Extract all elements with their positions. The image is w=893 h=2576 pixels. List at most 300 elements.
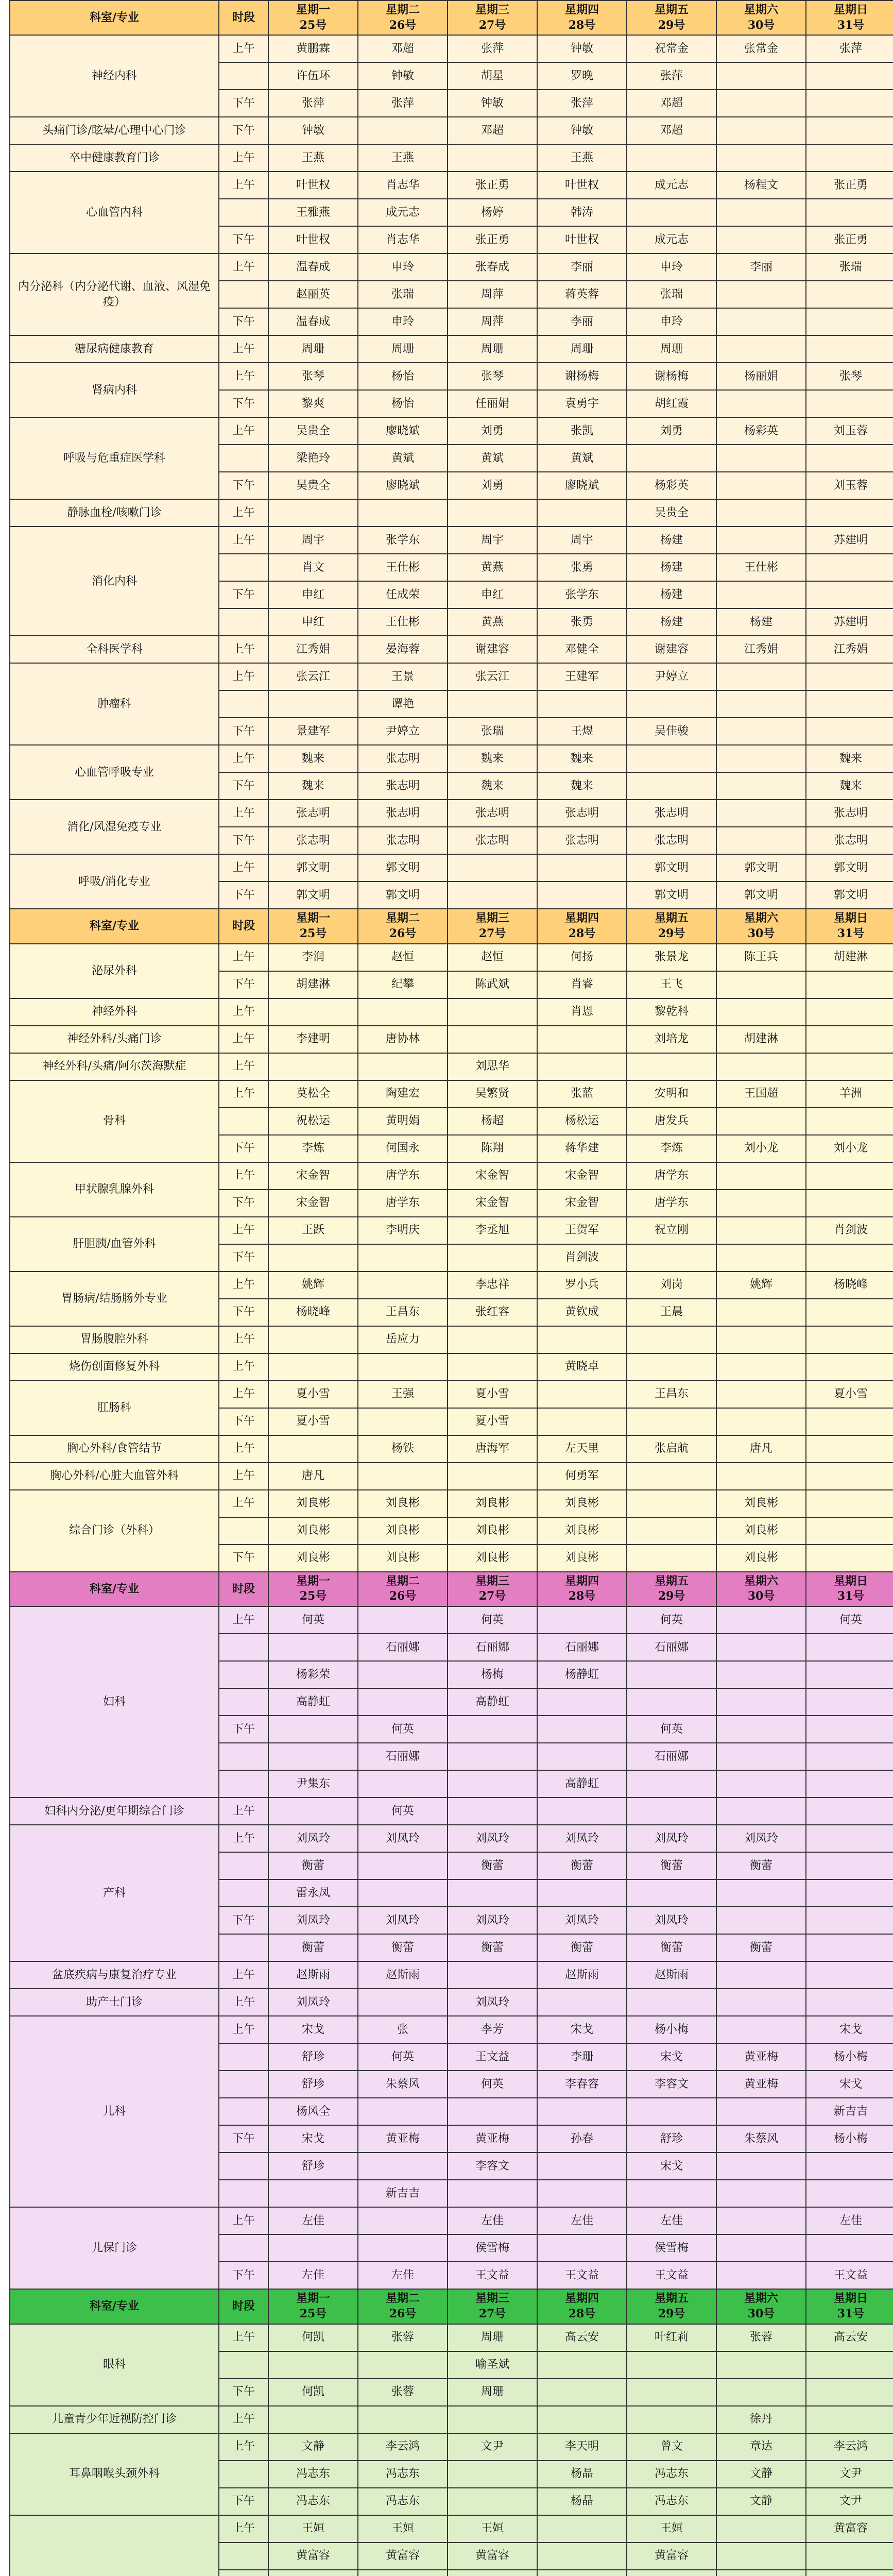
day-column-header — [358, 2289, 448, 2324]
schedule-row — [10, 1463, 893, 1490]
doctor-cell — [806, 90, 893, 117]
time-slot-label: 下午 — [219, 390, 268, 417]
doctor-cell: 王姮 — [358, 2515, 448, 2543]
doctor-cell: 张云江 — [268, 663, 358, 690]
doctor-cell: 张志明 — [358, 745, 448, 772]
doctor-cell — [806, 445, 893, 472]
doctor-cell: 宋戈 — [806, 2071, 893, 2098]
doctor-cell — [358, 2234, 448, 2262]
doctor-cell: 杨建 — [627, 554, 716, 581]
doctor-cell — [716, 2180, 806, 2207]
doctor-cell: 申红 — [448, 581, 537, 608]
doctor-cell: 肖志华 — [358, 226, 448, 253]
day-name: 星期日 — [833, 2292, 868, 2306]
day-date: 25号 — [299, 2307, 327, 2320]
doctor-cell: 杨超 — [448, 1108, 537, 1135]
doctor-cell: 唐发兵 — [627, 1108, 716, 1135]
doctor-cell — [358, 2153, 448, 2180]
doctor-cell: 李天明 — [537, 2433, 627, 2461]
department-name: 肿瘤科 — [10, 663, 219, 745]
doctor-cell: 安明和 — [627, 1080, 716, 1108]
doctor-cell: 张瑞 — [806, 253, 893, 281]
doctor-cell: 张正勇 — [448, 226, 537, 253]
doctor-cell: 何英 — [358, 1798, 448, 1825]
doctor-cell — [268, 1798, 358, 1825]
doctor-cell — [716, 144, 806, 172]
doctor-cell — [716, 1688, 806, 1716]
doctor-cell: 高静虹 — [537, 1770, 627, 1798]
doctor-cell: 廖晓斌 — [358, 472, 448, 499]
doctor-cell: 吴贵全 — [627, 499, 716, 527]
doctor-cell — [358, 1244, 448, 1272]
doctor-cell: 刘良彬 — [448, 1517, 537, 1545]
doctor-cell: 周珊 — [448, 2324, 537, 2351]
doctor-cell — [716, 800, 806, 827]
doctor-cell — [627, 1517, 716, 1545]
time-slot-label: 上午 — [219, 1961, 268, 1989]
doctor-cell: 刘勇 — [627, 417, 716, 445]
doctor-cell — [806, 718, 893, 745]
doctor-cell — [806, 998, 893, 1026]
schedule-row — [10, 663, 893, 690]
doctor-cell: 左佳 — [448, 2207, 537, 2234]
doctor-cell — [716, 663, 806, 690]
time-slot-label: 下午 — [219, 1907, 268, 1934]
doctor-cell: 黄富容 — [358, 2543, 448, 2570]
doctor-cell: 冯志东 — [627, 2488, 716, 2515]
doctor-cell: 衡蕾 — [627, 1852, 716, 1879]
time-slot-label: 上午 — [219, 2207, 268, 2234]
day-name: 星期三 — [475, 3, 509, 16]
department-name: 糖尿病健康教育 — [10, 335, 219, 363]
doctor-cell: 胡建淋 — [716, 1026, 806, 1053]
doctor-cell: 周珊 — [358, 335, 448, 363]
period-column-header: 时段 — [219, 1572, 268, 1606]
doctor-cell: 郭文明 — [268, 854, 358, 882]
time-slot-label: 上午 — [219, 663, 268, 690]
doctor-cell — [806, 554, 893, 581]
doctor-cell: 何英 — [358, 2043, 448, 2071]
time-slot-label — [219, 281, 268, 308]
doctor-cell: 何英 — [448, 2071, 537, 2098]
doctor-cell — [268, 2570, 358, 2576]
doctor-cell: 王仕彬 — [358, 608, 448, 636]
day-name: 星期六 — [744, 2292, 778, 2306]
doctor-cell — [716, 1190, 806, 1217]
day-column-header — [268, 2289, 358, 2324]
doctor-cell: 宋戈 — [268, 2125, 358, 2153]
doctor-cell — [716, 335, 806, 363]
doctor-cell — [806, 1770, 893, 1798]
doctor-cell: 王姮 — [268, 2515, 358, 2543]
day-date: 30号 — [747, 18, 775, 32]
doctor-cell — [806, 1463, 893, 1490]
time-slot-label: 上午 — [219, 2016, 268, 2043]
doctor-cell: 李容文 — [448, 2153, 537, 2180]
schedule-row — [10, 1053, 893, 1080]
schedule-row — [10, 417, 893, 445]
doctor-cell — [806, 1634, 893, 1661]
time-slot-label: 上午 — [219, 944, 268, 971]
day-name: 星期二 — [385, 1574, 420, 1588]
time-slot-label — [219, 1517, 268, 1545]
schedule-row — [10, 499, 893, 527]
doctor-cell — [537, 2543, 627, 2570]
doctor-cell — [358, 1272, 448, 1299]
doctor-cell: 张志明 — [358, 800, 448, 827]
doctor-cell — [627, 2351, 716, 2379]
doctor-cell: 黄亚梅 — [716, 2071, 806, 2098]
time-slot-label — [219, 1743, 268, 1770]
day-column-header — [627, 1572, 716, 1606]
day-column-header — [716, 1, 806, 35]
doctor-cell: 钟敏 — [537, 117, 627, 144]
doctor-cell: 高云安 — [537, 2324, 627, 2351]
doctor-cell: 刘岗 — [627, 1272, 716, 1299]
schedule-row — [10, 1961, 893, 1989]
doctor-cell: 陶建宏 — [358, 1080, 448, 1108]
doctor-cell: 周萍 — [448, 281, 537, 308]
doctor-cell: 张志明 — [448, 800, 537, 827]
doctor-cell: 张 — [358, 2016, 448, 2043]
doctor-cell — [358, 1688, 448, 1716]
time-slot-label: 上午 — [219, 1989, 268, 2016]
doctor-cell: 衡蕾 — [537, 1934, 627, 1961]
day-column-header — [448, 1, 537, 35]
doctor-cell: 夏小雪 — [268, 1381, 358, 1408]
doctor-cell: 王飞 — [627, 971, 716, 998]
department-name: 心血管内科 — [10, 172, 219, 253]
doctor-cell: 谭艳 — [358, 690, 448, 718]
doctor-cell: 朱蔡风 — [358, 2071, 448, 2098]
section-header-row — [10, 909, 893, 943]
doctor-cell: 叶红莉 — [627, 2324, 716, 2351]
doctor-cell — [268, 2180, 358, 2207]
doctor-cell: 李芳 — [448, 2016, 537, 2043]
doctor-cell — [716, 718, 806, 745]
time-slot-label — [219, 1934, 268, 1961]
doctor-cell: 任丽娟 — [448, 390, 537, 417]
doctor-cell: 杨建 — [627, 608, 716, 636]
doctor-cell: 罗晚 — [537, 62, 627, 90]
time-slot-label: 上午 — [219, 527, 268, 554]
doctor-cell — [716, 390, 806, 417]
doctor-cell — [716, 499, 806, 527]
doctor-cell: 杨怡 — [358, 363, 448, 390]
day-name: 星期一 — [296, 2292, 330, 2306]
doctor-cell — [537, 1381, 627, 1408]
doctor-cell: 邓超 — [358, 35, 448, 62]
doctor-cell: 何英 — [448, 1606, 537, 1634]
section-header-row — [10, 2289, 893, 2324]
doctor-cell: 杨静虹 — [537, 1661, 627, 1688]
time-slot-label: 下午 — [219, 581, 268, 608]
doctor-cell — [268, 1716, 358, 1743]
day-column-header — [627, 2289, 716, 2324]
doctor-cell — [537, 1743, 627, 1770]
doctor-cell: 杨晓峰 — [268, 1299, 358, 1326]
doctor-cell — [358, 1053, 448, 1080]
doctor-cell: 曾文 — [627, 2433, 716, 2461]
doctor-cell: 张志明 — [806, 800, 893, 827]
doctor-cell: 赵斯雨 — [358, 1961, 448, 1989]
doctor-cell: 刘玉蓉 — [806, 472, 893, 499]
time-slot-label: 上午 — [219, 1606, 268, 1634]
doctor-cell: 李忠祥 — [448, 1272, 537, 1299]
doctor-cell — [537, 1688, 627, 1716]
day-column-header — [627, 1, 716, 35]
day-column-header — [358, 1, 448, 35]
doctor-cell — [806, 2406, 893, 2433]
time-slot-label — [219, 1634, 268, 1661]
time-slot-label: 上午 — [219, 2433, 268, 2461]
doctor-cell: 刘良彬 — [268, 1517, 358, 1545]
doctor-cell: 唐学东 — [627, 1190, 716, 1217]
doctor-cell: 张志明 — [627, 827, 716, 854]
time-slot-label: 上午 — [219, 1053, 268, 1080]
doctor-cell — [716, 2262, 806, 2289]
doctor-cell: 晏海蓉 — [358, 636, 448, 663]
day-date: 28号 — [568, 1589, 596, 1603]
doctor-cell: 蒋华建 — [537, 1135, 627, 1162]
doctor-cell: 杨小梅 — [806, 2043, 893, 2071]
doctor-cell: 黄亚梅 — [448, 2125, 537, 2153]
department-name: 胸心外科/心脏大血管外科 — [10, 1463, 219, 1490]
day-name: 星期一 — [296, 3, 330, 16]
day-column-header — [716, 909, 806, 943]
doctor-cell — [716, 827, 806, 854]
day-column-header — [358, 909, 448, 943]
doctor-cell — [537, 1798, 627, 1825]
doctor-cell: 文静 — [268, 2433, 358, 2461]
day-date: 31号 — [837, 1589, 865, 1603]
time-slot-label: 上午 — [219, 35, 268, 62]
doctor-cell: 胡建淋 — [268, 971, 358, 998]
time-slot-label: 下午 — [219, 971, 268, 998]
doctor-cell — [716, 1299, 806, 1326]
doctor-cell: 张萍 — [806, 35, 893, 62]
doctor-cell — [627, 144, 716, 172]
schedule-row — [10, 2324, 893, 2351]
doctor-cell — [806, 1244, 893, 1272]
doctor-cell: 左佳 — [627, 2207, 716, 2234]
doctor-cell: 王文益 — [448, 2262, 537, 2289]
department-name: 儿童青少年近视防控门诊 — [10, 2406, 219, 2433]
doctor-cell: 唐凡 — [268, 1463, 358, 1490]
doctor-cell — [358, 1879, 448, 1907]
doctor-cell — [627, 1770, 716, 1798]
doctor-cell: 谢建容 — [627, 636, 716, 663]
doctor-cell: 王贺军 — [537, 1217, 627, 1244]
doctor-cell: 张正勇 — [806, 172, 893, 199]
doctor-cell — [627, 1463, 716, 1490]
doctor-cell: 陈翔 — [448, 1135, 537, 1162]
doctor-cell: 黄明娟 — [358, 1108, 448, 1135]
doctor-cell — [716, 772, 806, 800]
doctor-cell: 刘勇 — [448, 472, 537, 499]
department-name: 消化/风湿免疫专业 — [10, 800, 219, 854]
doctor-cell: 张萍 — [448, 35, 537, 62]
doctor-cell: 刘凤玲 — [358, 1825, 448, 1852]
doctor-cell: 刘良彬 — [268, 1545, 358, 1572]
doctor-cell: 杨晶 — [537, 2461, 627, 2488]
doctor-cell — [448, 1961, 537, 1989]
schedule-row — [10, 1798, 893, 1825]
doctor-cell — [448, 1326, 537, 1353]
doctor-cell — [627, 2180, 716, 2207]
doctor-cell: 魏来 — [806, 772, 893, 800]
doctor-cell: 王仕彬 — [358, 554, 448, 581]
doctor-cell — [268, 499, 358, 527]
schedule-row — [10, 335, 893, 363]
doctor-cell: 祝常金 — [627, 35, 716, 62]
doctor-cell: 邓超 — [627, 117, 716, 144]
doctor-cell — [627, 1053, 716, 1080]
doctor-cell: 何凯 — [268, 2379, 358, 2406]
doctor-cell: 张学东 — [537, 581, 627, 608]
doctor-cell — [358, 1989, 448, 2016]
doctor-cell — [627, 199, 716, 226]
doctor-cell: 刘良彬 — [537, 1517, 627, 1545]
doctor-cell — [448, 1026, 537, 1053]
doctor-cell: 胡建淋 — [806, 944, 893, 971]
doctor-cell — [716, 445, 806, 472]
doctor-cell — [716, 1634, 806, 1661]
doctor-cell: 陈武斌 — [448, 971, 537, 998]
doctor-cell: 宋金智 — [537, 1162, 627, 1190]
doctor-cell: 刘玉蓉 — [806, 417, 893, 445]
doctor-cell: 姚辉 — [716, 1272, 806, 1299]
day-name: 星期三 — [475, 2292, 509, 2306]
doctor-cell: 申红 — [268, 581, 358, 608]
doctor-cell: 刘凤玲 — [448, 1989, 537, 2016]
day-column-header — [537, 1572, 627, 1606]
doctor-cell: 叶世权 — [268, 226, 358, 253]
doctor-cell — [627, 2570, 716, 2576]
doctor-cell: 杨晓峰 — [806, 1272, 893, 1299]
doctor-cell: 刘小龙 — [806, 1135, 893, 1162]
doctor-cell — [716, 1244, 806, 1272]
doctor-cell: 黎爽 — [268, 390, 358, 417]
doctor-cell — [358, 1770, 448, 1798]
doctor-cell: 张琴 — [448, 363, 537, 390]
doctor-cell — [268, 1326, 358, 1353]
doctor-cell: 李容文 — [627, 2071, 716, 2098]
doctor-cell — [716, 1217, 806, 1244]
time-slot-label: 下午 — [219, 1244, 268, 1272]
doctor-cell: 邓健全 — [537, 636, 627, 663]
doctor-cell: 梁艳玲 — [268, 445, 358, 472]
doctor-cell — [627, 2379, 716, 2406]
day-date: 29号 — [658, 18, 685, 32]
doctor-cell — [358, 2098, 448, 2125]
doctor-cell — [716, 2153, 806, 2180]
doctor-cell: 周宇 — [537, 527, 627, 554]
doctor-cell: 雷永凤 — [268, 1879, 358, 1907]
doctor-cell: 石丽娜 — [358, 1743, 448, 1770]
doctor-cell — [448, 1463, 537, 1490]
doctor-cell: 郭文明 — [716, 854, 806, 882]
doctor-cell — [716, 690, 806, 718]
doctor-cell — [627, 2098, 716, 2125]
doctor-cell: 王燕 — [268, 144, 358, 172]
doctor-cell: 张学东 — [358, 527, 448, 554]
doctor-cell — [716, 1716, 806, 1743]
doctor-cell — [448, 1770, 537, 1798]
doctor-cell: 李丽 — [537, 253, 627, 281]
doctor-cell — [806, 2543, 893, 2570]
time-slot-label — [219, 2234, 268, 2262]
department-name: 呼吸/消化专业 — [10, 854, 219, 909]
doctor-cell: 杨松运 — [537, 1108, 627, 1135]
time-slot-label: 上午 — [219, 335, 268, 363]
day-date: 31号 — [837, 18, 865, 32]
doctor-cell: 张瑞 — [358, 281, 448, 308]
time-slot-label — [219, 2351, 268, 2379]
doctor-cell: 赵斯雨 — [537, 1961, 627, 1989]
doctor-cell: 黄富容 — [268, 2543, 358, 2570]
doctor-cell — [716, 2379, 806, 2406]
doctor-cell — [806, 581, 893, 608]
doctor-cell — [806, 1190, 893, 1217]
doctor-cell — [806, 1907, 893, 1934]
doctor-cell — [537, 499, 627, 527]
time-slot-label: 上午 — [219, 800, 268, 827]
doctor-cell: 邓超 — [448, 117, 537, 144]
time-slot-label: 下午 — [219, 2488, 268, 2515]
day-date: 27号 — [478, 2307, 506, 2320]
doctor-cell: 侯雪梅 — [448, 2234, 537, 2262]
doctor-cell: 刘良彬 — [448, 1545, 537, 1572]
doctor-cell: 张志明 — [358, 827, 448, 854]
time-slot-label: 上午 — [219, 1353, 268, 1381]
doctor-cell: 宋戈 — [627, 2043, 716, 2071]
doctor-cell: 新吉吉 — [806, 2098, 893, 2125]
doctor-cell: 冯志东 — [627, 2461, 716, 2488]
department-name: 呼吸与危重症医学科 — [10, 417, 219, 499]
doctor-cell — [716, 1053, 806, 1080]
day-name: 星期六 — [744, 3, 778, 16]
doctor-cell: 杨怡 — [358, 390, 448, 417]
doctor-cell — [537, 1716, 627, 1743]
day-column-header — [268, 1, 358, 35]
doctor-cell: 刘良彬 — [268, 1490, 358, 1517]
doctor-cell: 张云江 — [448, 663, 537, 690]
doctor-cell: 何英 — [358, 1716, 448, 1743]
day-name: 星期四 — [564, 2292, 599, 2306]
schedule-row — [10, 636, 893, 663]
day-column-header — [268, 909, 358, 943]
doctor-cell: 刘勇 — [448, 417, 537, 445]
doctor-cell: 黄燕 — [448, 554, 537, 581]
department-name: 甲状腺乳腺外科 — [10, 1162, 219, 1217]
time-slot-label: 下午 — [219, 117, 268, 144]
doctor-cell — [358, 2207, 448, 2234]
doctor-cell: 文尹 — [448, 2433, 537, 2461]
doctor-cell — [448, 2098, 537, 2125]
doctor-cell: 黄燕 — [448, 608, 537, 636]
doctor-cell: 张志明 — [448, 827, 537, 854]
doctor-cell: 李润 — [268, 944, 358, 971]
doctor-cell: 刘良彬 — [358, 1545, 448, 1572]
doctor-cell: 张常金 — [716, 35, 806, 62]
doctor-cell: 何勇军 — [537, 1463, 627, 1490]
day-name: 星期六 — [744, 911, 778, 925]
doctor-cell: 李珊 — [537, 2043, 627, 2071]
doctor-cell — [627, 1490, 716, 1517]
time-slot-label: 下午 — [219, 2379, 268, 2406]
doctor-cell — [448, 854, 537, 882]
